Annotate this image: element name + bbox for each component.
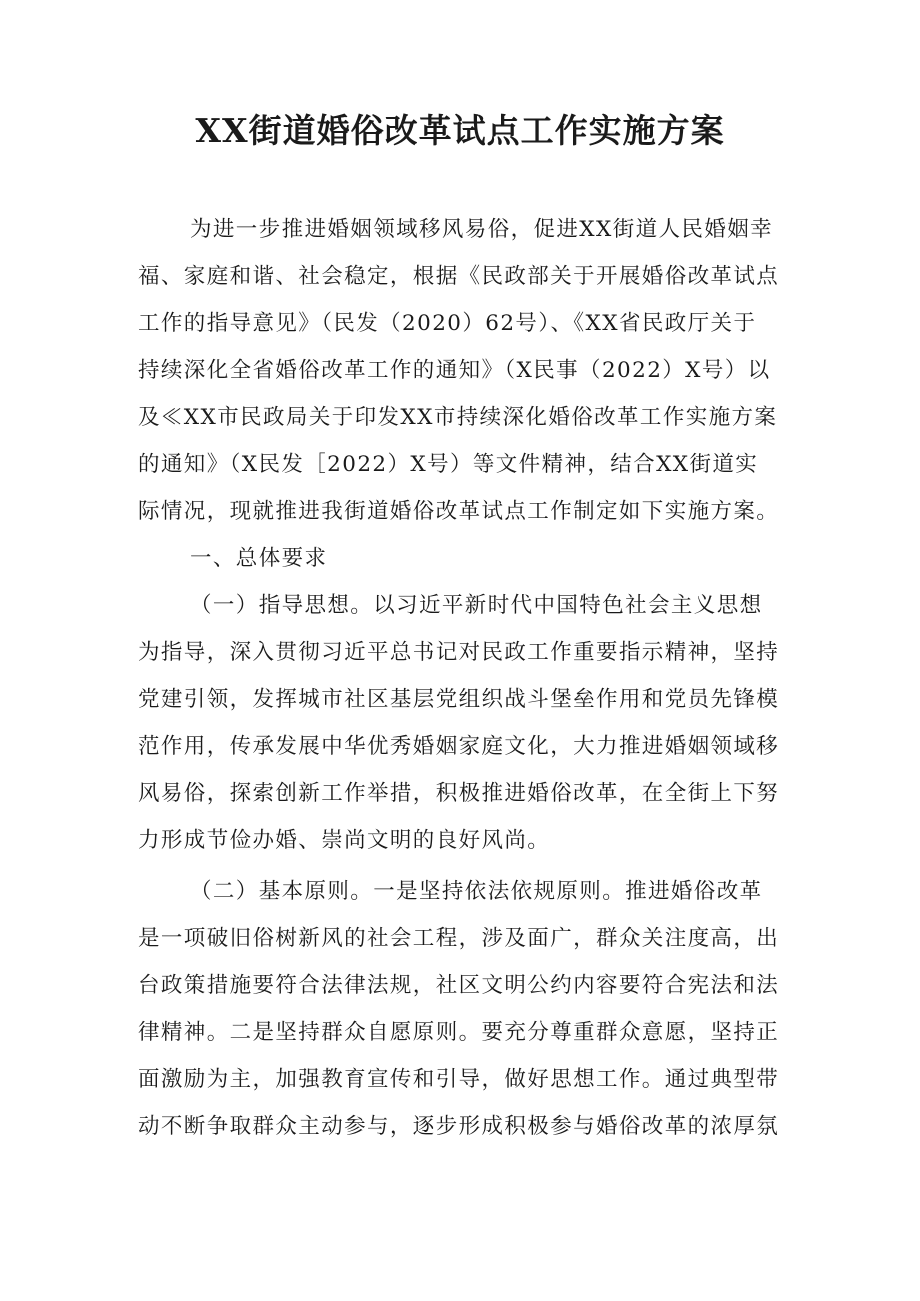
text-line: 持续深化全省婚俗改革工作的通知》（X民事（2022）X号）以 (138, 358, 771, 383)
document-title: XX街道婚俗改革试点工作实施方案 (195, 111, 725, 150)
text-line: 的通知》（X民发［2022）X号）等文件精神，结合XX街道实 (138, 452, 759, 477)
text-line: 党建引领，发挥城市社区基层党组织战斗堡垒作用和党员先锋模 (138, 687, 780, 712)
section-heading (138, 535, 788, 582)
text-line: 工作的指导意见》（民发（2020）62号）、《XX省民政厅关于 (138, 311, 757, 336)
text-line: 为指导，深入贯彻习近平总书记对民政工作重要指示精神，坚持 (138, 640, 780, 665)
text-line: 台政策措施要符合法律法规，社区文明公约内容要符合宪法和法 (138, 973, 780, 998)
text-line: 是一项破旧俗树新风的社会工程，涉及面广，群众关注度高，出 (138, 926, 780, 951)
basic-principles-paragraph (138, 868, 788, 1150)
text-line: 福、家庭和谐、社会稳定，根据《民政部关于开展婚俗改革试点 (138, 264, 780, 289)
text-line: 力形成节俭办婚、崇尚文明的良好风尚。 (138, 828, 551, 853)
text-line: 律精神。二是坚持群众自愿原则。要充分尊重群众意愿，坚持正 (138, 1020, 780, 1045)
guiding-ideology-paragraph (138, 582, 788, 864)
text-line: 及≪XX市民政局关于印发XX市持续深化婚俗改革工作实施方案 (138, 405, 778, 430)
intro-paragraph (138, 206, 788, 535)
text-line: （二）基本原则。一是坚持依法依规原则。推进婚俗改革 (190, 879, 763, 904)
text-line: 面激励为主，加强教育宣传和引导，做好思想工作。通过典型带 (138, 1067, 780, 1092)
document-body (138, 206, 788, 1150)
text-line: 范作用，传承发展中华优秀婚姻家庭文化，大力推进婚姻领域移 (138, 734, 780, 759)
section-heading-text: 一、总体要求 (190, 546, 328, 571)
text-line: 际情况，现就推进我街道婚俗改革试点工作制定如下实施方案。 (138, 499, 780, 524)
text-line: （一）指导思想。以习近平新时代中国特色社会主义思想 (190, 593, 763, 618)
text-line: 为进一步推进婚姻领域移风易俗，促进XX街道人民婚姻幸 (190, 217, 774, 242)
text-line: 风易俗，探索创新工作举措，积极推进婚俗改革，在全街上下努 (138, 781, 780, 806)
text-line: 动不断争取群众主动参与，逐步形成积极参与婚俗改革的浓厚氛 (138, 1114, 780, 1139)
